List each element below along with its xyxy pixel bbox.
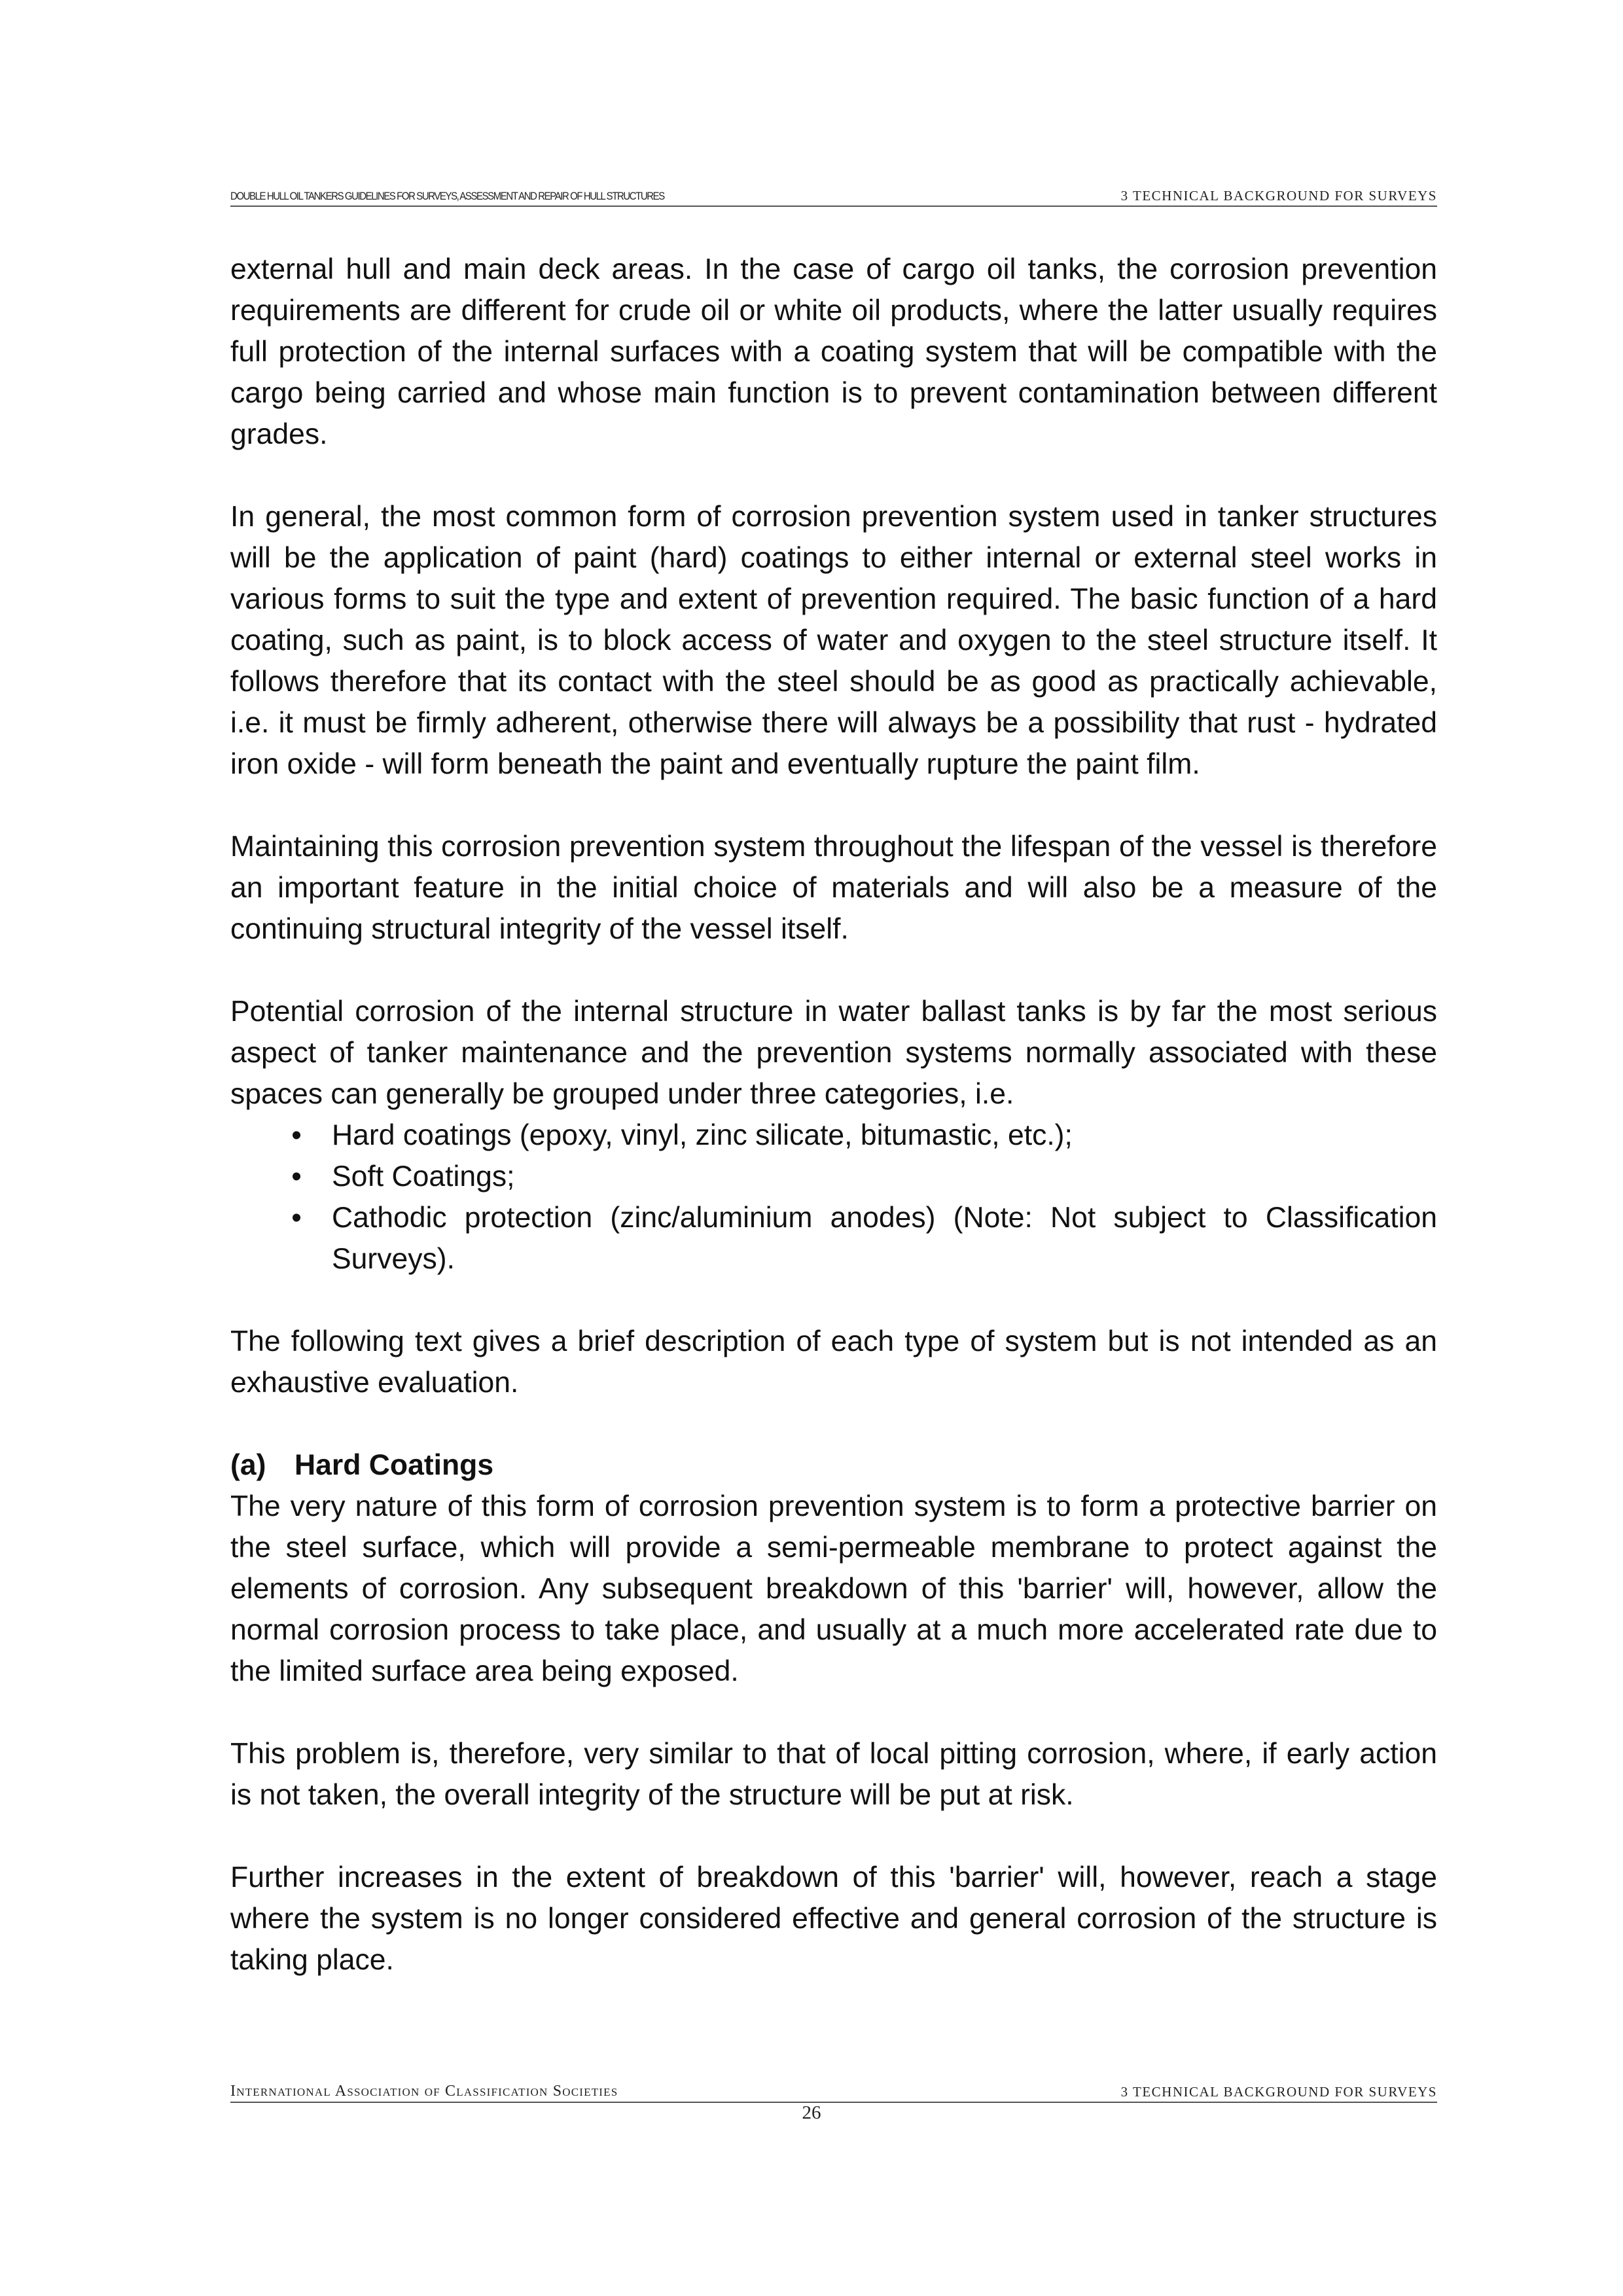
footer-organization: International Association of Classification Societies [230,2083,618,2100]
paragraph-external-hull: external hull and main deck areas. In the case of cargo oil tanks, the corrosion prevention requirements are different for crude oil or white oil products, where the latter usually requires full protection of the internal surfaces with a coating system that will be compatible with the cargo being carried and whose main function is to prevent contamination between different grades. [230,253,1437,450]
header-document-title: DOUBLE HULL OIL TANKERS GUIDELINES FOR SURVEYS, ASSESSMENT AND REPAIR OF HULL STRUCTURES [230,190,664,202]
page-number: 26 [802,2102,821,2123]
running-header [230,183,1437,207]
section-title: Hard Coatings [294,1449,494,1481]
list-item-text: Cathodic protection (zinc/aluminium anodes) (Note: Not subject to Classification Surveys). [332,1202,1437,1275]
footer-chapter-title: 3 TECHNICAL BACKGROUND FOR SURVEYS [1120,2084,1437,2100]
header-chapter-title: 3 TECHNICAL BACKGROUND FOR SURVEYS [1120,188,1437,204]
list-item-text: Soft Coatings; [332,1160,515,1193]
list-item [230,1115,1437,1156]
paragraph-protective-barrier: The very nature of this form of corrosion prevention system is to form a protective barrier on the steel surface, which will provide a semi-permeable membrane to protect against the elements of corrosion. Any subsequent breakdown of this 'barrier' will, however, allow the normal corrosion process to take place, and usually at a much more accelerated rate due to the limited surface area being exposed. [230,1490,1437,1687]
paragraph-brief-description: The following text gives a brief description of each type of system but is not intended as an exhaustive evaluation. [230,1325,1437,1399]
list-item [230,1156,1437,1197]
bullet-icon: • [291,1202,302,1234]
section-label: (a) [230,1449,266,1481]
paragraph-maintaining-system: Maintaining this corrosion prevention system throughout the lifespan of the vessel is therefore an important feature in the initial choice of materials and will also be a measure of the continuing structural integrity of the vessel itself. [230,831,1437,945]
paragraph-pitting-corrosion: This problem is, therefore, very similar to that of local pitting corrosion, where, if early action is not taken, the overall integrity of the structure will be put at risk. [230,1738,1437,1811]
paragraph-ballast-tanks: Potential corrosion of the internal structure in water ballast tanks is by far the most serious aspect of tanker maintenance and the prevention systems normally associated with these spaces can generally be grouped under three categories, i.e. [230,996,1437,1110]
paragraph-further-breakdown: Further increases in the extent of breakdown of this 'barrier' will, however, reach a stage where the system is no longer considered effective and general corrosion of the structure is taking place. [230,1861,1437,1976]
bullet-icon: • [291,1160,302,1193]
bullet-icon: • [291,1119,302,1151]
body-text [230,249,1437,2022]
running-footer [230,2079,1437,2103]
prevention-categories-list [230,1115,1437,1280]
list-item-text: Hard coatings (epoxy, vinyl, zinc silicate, bitumastic, etc.); [332,1119,1073,1151]
section-heading-hard-coatings [230,1444,1437,1486]
paragraph-general-coatings: In general, the most common form of corrosion prevention system used in tanker structures will be the application of paint (hard) coatings to either internal or external steel works in various forms to suit the type and extent of prevention required. The basic function of a hard coating, such as paint, is to block access of water and oxygen to the steel structure itself. It follows therefore that its contact with the steel should be as good as practically achievable, i.e. it must be firmly adherent, otherwise there will always be a possibility that rust - hydrated iron oxide - will form beneath the paint and eventually rupture the paint film. [230,501,1437,780]
list-item [230,1197,1437,1280]
